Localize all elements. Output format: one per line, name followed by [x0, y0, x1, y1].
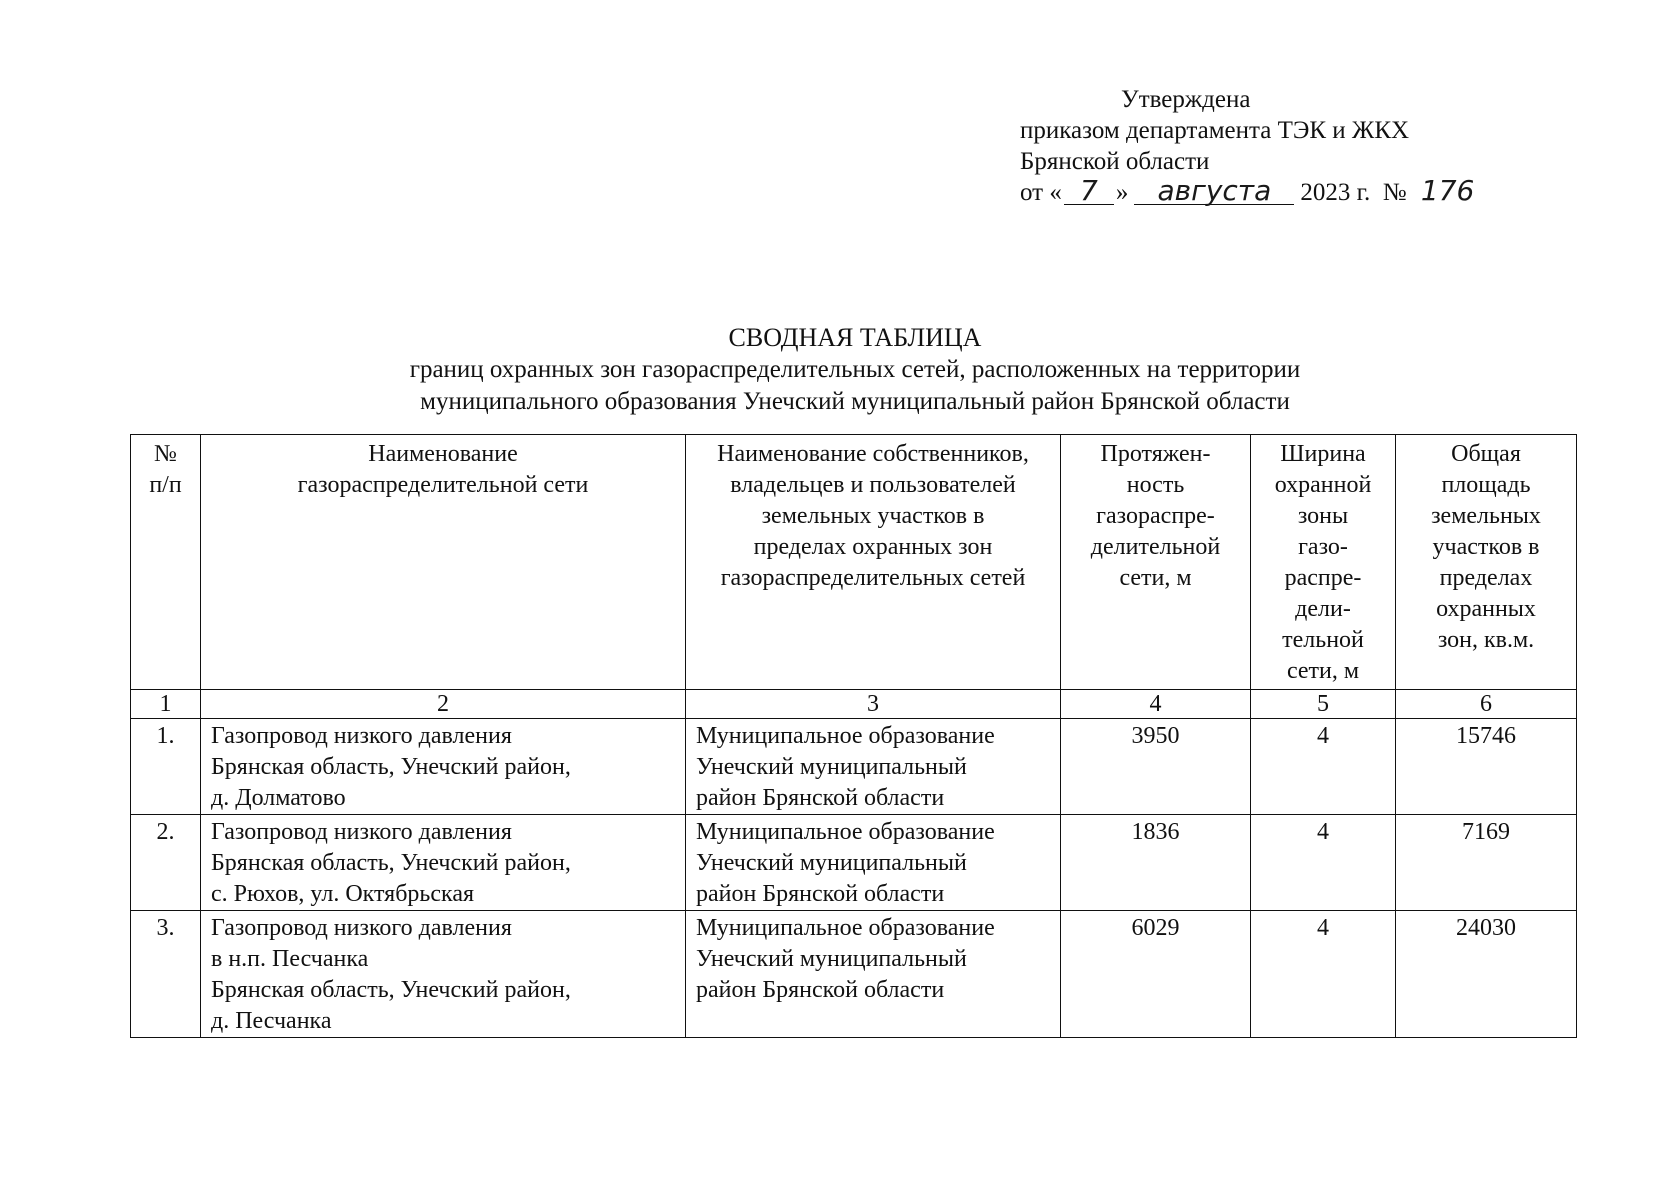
- cell-text-line: район Брянской области: [696, 977, 945, 1003]
- header-text-line: сети, м: [1286, 658, 1360, 684]
- header-text-line: пределах: [1439, 565, 1533, 591]
- row-number: 3.: [131, 911, 201, 1038]
- owner-cell: [686, 911, 1061, 1038]
- header-text-line: Общая: [1451, 441, 1521, 467]
- cell-text-line: Муниципальное образование: [696, 723, 995, 749]
- area-cell: 24030: [1396, 911, 1577, 1038]
- zone-width-cell: 4: [1251, 911, 1396, 1038]
- header-text-line: пределах охранных зон: [753, 534, 993, 560]
- cell-text-line: Газопровод низкого давления: [211, 915, 512, 941]
- title-subtitle-2: муниципального образования Унечский муниципальный район Брянской области: [420, 388, 1290, 415]
- area-cell: 15746: [1396, 719, 1577, 815]
- header-text-line: газораспределительных сетей: [720, 565, 1026, 591]
- header-zone-width: [1251, 435, 1396, 690]
- cell-text-line: район Брянской области: [696, 785, 945, 811]
- header-text-line: делительной: [1090, 534, 1221, 560]
- row-number: 1.: [131, 719, 201, 815]
- column-number: 6: [1396, 690, 1577, 719]
- cell-text-line: Газопровод низкого давления: [211, 819, 512, 845]
- zone-width-cell: 4: [1251, 815, 1396, 911]
- cell-text-line: д. Песчанка: [211, 1008, 332, 1034]
- title-subtitle-1: границ охранных зон газораспределительных сетей, расположенных на территории: [409, 356, 1301, 383]
- header-number: [131, 435, 201, 690]
- header-text-line: ность: [1126, 472, 1185, 498]
- cell-text-line: район Брянской области: [696, 881, 945, 907]
- approval-region-line: Брянской области: [1020, 148, 1210, 175]
- length-cell: 3950: [1061, 719, 1251, 815]
- header-text-line: Протяжен-: [1100, 441, 1211, 467]
- header-text-line: владельцев и пользователей: [730, 472, 1016, 498]
- column-number: 1: [131, 690, 201, 719]
- cell-text-line: Брянская область, Унечский район,: [211, 850, 571, 876]
- cell-text-line: Газопровод низкого давления: [211, 723, 512, 749]
- date-year: 2023 г.: [1300, 179, 1371, 206]
- cell-text-line: с. Рюхов, ул. Октябрьская: [211, 881, 475, 907]
- table-row: [131, 719, 1577, 815]
- column-number: 2: [201, 690, 686, 719]
- network-name-cell: [201, 719, 686, 815]
- date-mid: »: [1115, 179, 1129, 206]
- header-text-line: площадь: [1441, 472, 1531, 498]
- cell-text-line: Унечский муниципальный: [696, 754, 967, 780]
- header-text-line: земельных участков в: [761, 503, 985, 529]
- header-text-line: Ширина: [1280, 441, 1366, 467]
- approval-date-line: [1020, 174, 1483, 208]
- header-text-line: зон, кв.м.: [1437, 627, 1535, 653]
- header-text-line: сети, м: [1119, 565, 1192, 591]
- handwritten-month: августа: [1134, 178, 1294, 205]
- zone-width-cell: 4: [1251, 719, 1396, 815]
- header-text-line: газораспре-: [1096, 503, 1215, 529]
- cell-text-line: в н.п. Песчанка: [211, 946, 369, 972]
- header-network-name: [201, 435, 686, 690]
- title-main: СВОДНАЯ ТАБЛИЦА: [728, 323, 982, 352]
- cell-text-line: Муниципальное образование: [696, 915, 995, 941]
- cell-text-line: Муниципальное образование: [696, 819, 995, 845]
- column-number: 5: [1251, 690, 1396, 719]
- number-sign: №: [1382, 179, 1407, 206]
- cell-text-line: Унечский муниципальный: [696, 946, 967, 972]
- header-text-line: охранных: [1436, 596, 1536, 622]
- summary-table: [130, 434, 1577, 1038]
- cell-text-line: Брянская область, Унечский район,: [211, 977, 571, 1003]
- header-text-line: газо-: [1298, 534, 1348, 560]
- header-text-line: зоны: [1297, 503, 1349, 529]
- length-cell: 1836: [1061, 815, 1251, 911]
- approval-order-line: приказом департамента ТЭК и ЖКХ: [1020, 117, 1410, 144]
- approval-block: [1020, 84, 1483, 208]
- header-text-line: распре-: [1284, 565, 1362, 591]
- table-row: [131, 815, 1577, 911]
- network-name-cell: [201, 911, 686, 1038]
- header-text-line: №: [154, 441, 177, 467]
- length-cell: 6029: [1061, 911, 1251, 1038]
- date-prefix: от «: [1020, 179, 1062, 206]
- header-length: [1061, 435, 1251, 690]
- column-number: 3: [686, 690, 1061, 719]
- cell-text-line: д. Долматово: [211, 785, 346, 811]
- header-text-line: участков в: [1432, 534, 1540, 560]
- owner-cell: [686, 815, 1061, 911]
- handwritten-day: 7: [1064, 178, 1114, 205]
- table-column-number-row: [131, 690, 1577, 719]
- network-name-cell: [201, 815, 686, 911]
- header-total-area: [1396, 435, 1577, 690]
- header-text-line: Наименование: [368, 441, 518, 467]
- document-title: [0, 322, 1656, 418]
- header-owners: [686, 435, 1061, 690]
- header-text-line: земельных: [1431, 503, 1541, 529]
- header-text-line: п/п: [149, 472, 182, 498]
- header-text-line: газораспределительной сети: [297, 472, 589, 498]
- owner-cell: [686, 719, 1061, 815]
- header-text-line: дели-: [1295, 596, 1351, 622]
- cell-text-line: Брянская область, Унечский район,: [211, 754, 571, 780]
- column-number: 4: [1061, 690, 1251, 719]
- table-body: [131, 719, 1577, 1038]
- cell-text-line: Унечский муниципальный: [696, 850, 967, 876]
- handwritten-order-number: 176: [1420, 174, 1475, 207]
- area-cell: 7169: [1396, 815, 1577, 911]
- table-row: [131, 911, 1577, 1038]
- header-text-line: охранной: [1274, 472, 1372, 498]
- row-number: 2.: [131, 815, 201, 911]
- header-text-line: Наименование собственников,: [717, 441, 1029, 467]
- header-text-line: тельной: [1282, 627, 1364, 653]
- approval-heading: Утверждена: [1121, 86, 1251, 113]
- table-header-row: [131, 435, 1577, 690]
